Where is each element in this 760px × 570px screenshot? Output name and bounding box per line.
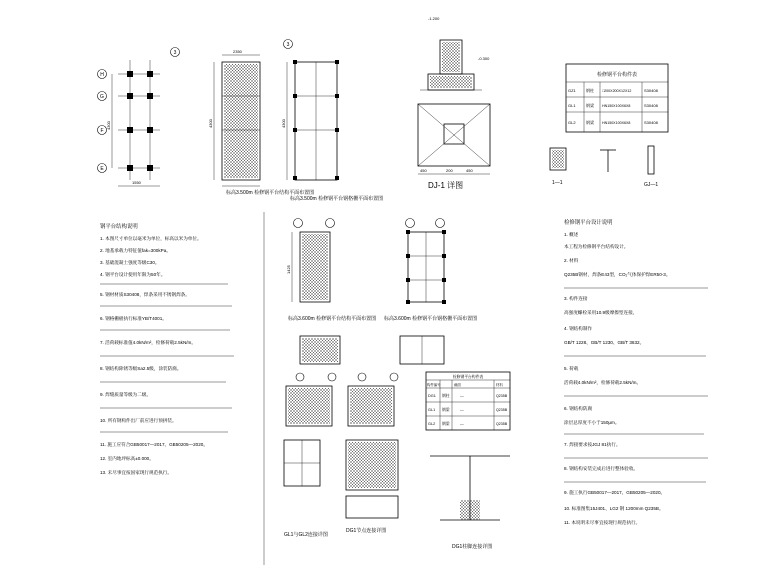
svg-text:8. 钢结构除锈等级Sa2.5级，涂装防腐。: 8. 钢结构除锈等级Sa2.5级，涂装防腐。: [100, 366, 182, 371]
svg-text:钢梁: 钢梁: [442, 408, 450, 412]
svg-text:G: G: [100, 94, 104, 100]
plan-title-1: 标高3.500m 检修钢平台结构平面布置图: [226, 190, 315, 196]
svg-text:1425: 1425: [286, 265, 291, 274]
svg-text:2. 材料: 2. 材料: [564, 258, 579, 263]
svg-text:Q235B: Q235B: [496, 394, 508, 398]
svg-text:5. 荷载: 5. 荷载: [564, 366, 579, 371]
svg-text:GB/T 1228、GB/T 1230、GB/T 3632。: GB/T 1228、GB/T 1230、GB/T 3632。: [564, 340, 645, 345]
detail-dg1: [346, 440, 398, 534]
svg-text:E: E: [100, 166, 104, 172]
grid-plan-1: [98, 48, 180, 187]
plan-3500-grating: [281, 40, 383, 203]
svg-text:□200X200X12X12: □200X200X12X12: [602, 89, 632, 93]
svg-text:截面: 截面: [454, 383, 461, 387]
svg-text:构件编号: 构件编号: [427, 383, 441, 387]
svg-text:F: F: [100, 128, 104, 134]
svg-text:GL2: GL2: [428, 422, 436, 426]
svg-text:HN150X100X6X8: HN150X100X6X8: [602, 104, 631, 108]
svg-text:4300: 4300: [208, 119, 213, 128]
svg-text:1550: 1550: [132, 180, 141, 185]
svg-text:GL2: GL2: [568, 120, 576, 125]
svg-text:4300: 4300: [106, 121, 111, 130]
foundation-dj1-detail: [418, 16, 490, 190]
svg-text:钢梁: 钢梁: [586, 120, 594, 125]
svg-text:10. 标准图集15J401、LG2 钢 1200mm Q2: 10. 标准图集15J401、LG2 钢 1200mm Q235B。: [564, 506, 664, 511]
svg-text:GL1与GL2连接详图: GL1与GL2连接详图: [284, 532, 328, 538]
svg-text:钢梁: 钢梁: [442, 422, 450, 426]
svg-text:本工程为检修钢平台结构设计。: 本工程为检修钢平台结构设计。: [564, 244, 629, 249]
svg-text:1. 概述: 1. 概述: [564, 232, 579, 237]
svg-text:GL1: GL1: [568, 103, 576, 108]
svg-text:GL1: GL1: [428, 408, 436, 412]
plan-title-4: 标高3.600m 检修钢平台钢格栅平面布置图: [384, 316, 478, 322]
svg-text:11. 施工应符合GB50017—2017、GB50205—: 11. 施工应符合GB50017—2017、GB50205—2020。: [100, 442, 208, 447]
plan-title-2: 标高3.500m 检修钢平台钢格栅平面布置图: [290, 196, 384, 202]
svg-text:2. 地基承载力特征值fak=300kPa。: 2. 地基承载力特征值fak=300kPa。: [100, 248, 171, 253]
svg-text:3: 3: [173, 50, 177, 56]
axis-bubbles-rows: [98, 70, 107, 173]
svg-text:S30408: S30408: [644, 120, 658, 125]
svg-text:涂层总厚度不小于150μm。: 涂层总厚度不小于150μm。: [564, 420, 620, 425]
notes-left-title: 钢平台结构说明: [100, 224, 138, 230]
foundation-title: DJ-1 详图: [428, 181, 464, 190]
svg-text:钢柱: 钢柱: [586, 88, 594, 93]
svg-text:—: —: [460, 408, 464, 412]
notes-right-title: 检修钢平台设计说明: [564, 220, 613, 226]
plan-3600-grating: [384, 219, 477, 323]
svg-text:Q235B: Q235B: [496, 422, 508, 426]
svg-text:检修钢平台构件表: 检修钢平台构件表: [596, 72, 638, 78]
svg-text:检修钢平台构件表: 检修钢平台构件表: [452, 375, 484, 379]
svg-text:2350: 2350: [233, 49, 242, 54]
svg-text:200: 200: [446, 168, 453, 173]
svg-text:7. 焊接要求按JGJ 81执行。: 7. 焊接要求按JGJ 81执行。: [564, 442, 621, 447]
svg-text:3. 构件连接: 3. 构件连接: [564, 296, 588, 301]
plan-3600-structure: [286, 219, 376, 323]
svg-text:1—1: 1—1: [552, 180, 563, 186]
plan-3500-structure: [208, 49, 314, 196]
svg-text:Q235B: Q235B: [496, 408, 508, 412]
svg-text:活荷载4.0kN/m²，检修荷载2.5kN/m。: 活荷载4.0kN/m²，检修荷载2.5kN/m。: [564, 380, 642, 385]
svg-text:9. 施工执行GB50017—2017、GB50205—20: 9. 施工执行GB50017—2017、GB50205—2020。: [564, 490, 666, 495]
member-table-2: [426, 372, 510, 430]
svg-text:H: H: [100, 72, 104, 78]
svg-text:S30408: S30408: [644, 103, 658, 108]
svg-text:3. 基础混凝土强度等级C30。: 3. 基础混凝土强度等级C30。: [100, 260, 160, 265]
notes-right: [564, 218, 708, 526]
svg-text:450: 450: [420, 168, 427, 173]
svg-text:材料: 材料: [496, 383, 503, 387]
detail-dg1-base: [430, 456, 510, 550]
notes-left-filler: [100, 284, 234, 432]
svg-text:5. 钢材材质S30408，焊条采用不锈钢焊条。: 5. 钢材材质S30408，焊条采用不锈钢焊条。: [100, 292, 190, 297]
detail-gl1-gl2: [284, 440, 328, 538]
svg-text:7. 活荷载标准值4.0kN/m²，检修荷载2.5kN/m。: 7. 活荷载标准值4.0kN/m²，检修荷载2.5kN/m。: [100, 340, 196, 345]
svg-text:6. 钢结构防腐: 6. 钢结构防腐: [564, 406, 593, 411]
svg-text:—: —: [460, 394, 464, 398]
svg-text:3: 3: [286, 42, 290, 48]
svg-text:DG1: DG1: [428, 394, 436, 398]
svg-text:6. 钢格栅板执行标准YB/T4001。: 6. 钢格栅板执行标准YB/T4001。: [100, 316, 167, 321]
svg-text:-1.200: -1.200: [428, 16, 440, 21]
svg-text:-0.300: -0.300: [478, 56, 490, 61]
svg-text:Q235B钢材，焊条E43型，CO₂气体保护焊ER50-3。: Q235B钢材，焊条E43型，CO₂气体保护焊ER50-3。: [564, 272, 671, 277]
svg-text:450: 450: [466, 168, 473, 173]
svg-text:4. 钢结构制作: 4. 钢结构制作: [564, 326, 593, 331]
svg-text:4300: 4300: [281, 119, 286, 128]
svg-text:13. 未尽事宜按国家现行规范执行。: 13. 未尽事宜按国家现行规范执行。: [100, 470, 172, 475]
svg-text:HN150X100X6X8: HN150X100X6X8: [602, 121, 631, 125]
svg-text:—: —: [460, 422, 464, 426]
svg-text:钢柱: 钢柱: [442, 394, 450, 398]
section-details-top-right: [550, 146, 658, 188]
svg-text:10. 所有钢构件出厂前应进行预拼装。: 10. 所有钢构件出厂前应进行预拼装。: [100, 418, 177, 423]
svg-text:4. 钢平台设计使用年限为50年。: 4. 钢平台设计使用年限为50年。: [100, 272, 166, 277]
svg-text:12. 室内地坪标高±0.000。: 12. 室内地坪标高±0.000。: [100, 456, 154, 461]
notes-right-filler: [564, 288, 708, 482]
svg-text:9. 焊缝质量等级为二级。: 9. 焊缝质量等级为二级。: [100, 392, 152, 397]
svg-text:1. 本图尺寸单位以毫米为单位，标高以米为单位。: 1. 本图尺寸单位以毫米为单位，标高以米为单位。: [100, 236, 202, 241]
svg-text:8. 钢结构安装完成后进行整体验收。: 8. 钢结构安装完成后进行整体验收。: [564, 466, 639, 471]
notes-left: [100, 222, 234, 476]
member-table: [566, 64, 668, 132]
svg-text:GZ1: GZ1: [568, 88, 576, 93]
plan-title-3: 标高3.600m 检修钢平台结构平面布置图: [288, 316, 377, 322]
svg-text:高强度螺栓采用10.9级摩擦型连接。: 高强度螺栓采用10.9级摩擦型连接。: [564, 310, 638, 315]
svg-text:钢梁: 钢梁: [586, 103, 594, 108]
middle-plans: [286, 336, 444, 426]
svg-text:DG1节点连接详图: DG1节点连接详图: [346, 528, 387, 534]
svg-text:GJ—1: GJ—1: [644, 182, 659, 188]
svg-text:11. 本说明未尽事宜按现行规范执行。: 11. 本说明未尽事宜按现行规范执行。: [564, 520, 641, 525]
svg-text:DG1柱脚连接详图: DG1柱脚连接详图: [452, 544, 493, 550]
svg-text:S30408: S30408: [644, 88, 658, 93]
